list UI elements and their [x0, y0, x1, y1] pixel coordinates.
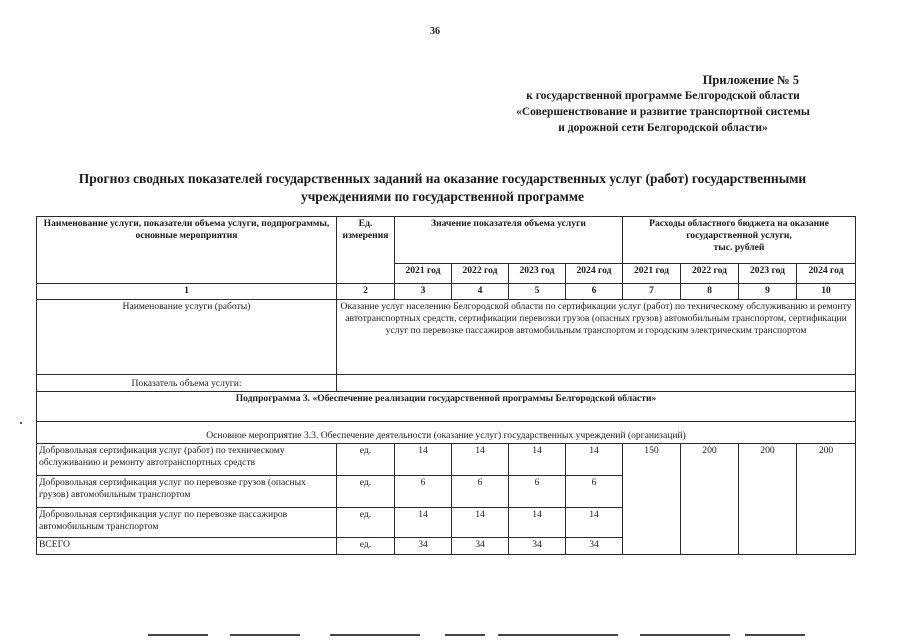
row-value-2022: 34 — [452, 538, 509, 555]
volume-empty-cell — [337, 375, 856, 392]
row-value-2023: 34 — [509, 538, 566, 555]
row-value-2021: 6 — [395, 476, 452, 508]
row-value-2023: 14 — [509, 508, 566, 538]
scan-line — [330, 634, 420, 636]
service-name-label: Наименование услуги (работы) — [37, 300, 337, 375]
row-value-2023: 6 — [509, 476, 566, 508]
row-name: Добровольная сертификация услуг по перевозке грузов (опасных грузов) автомобильным транспортом — [37, 476, 337, 508]
document-title-line-2: учреждениями по государственной программе — [300, 189, 585, 204]
expense-2024: 200 — [797, 444, 856, 555]
header-year: 2022 год — [452, 264, 509, 284]
row-value-2022: 14 — [452, 444, 509, 476]
scan-line — [445, 634, 485, 636]
appendix-line-2: «Совершенствование и развитие транспортной системы — [516, 106, 810, 118]
main-activity-row: Основное мероприятие 3.3. Обеспечение деятельности (оказание услуг) государственных учреждений (организаций) — [37, 422, 856, 444]
column-number: 1 — [37, 284, 337, 300]
row-value-2021: 14 — [395, 508, 452, 538]
row-value-2024: 14 — [566, 508, 623, 538]
appendix-line-1: к государственной программе Белгородской области — [526, 90, 800, 102]
scan-speck — [20, 422, 22, 424]
header-expense-line-1: Расходы областного бюджета на оказание — [649, 218, 829, 229]
expense-2023: 200 — [739, 444, 797, 555]
header-year: 2024 год — [797, 264, 856, 284]
table-row — [37, 444, 856, 476]
scan-line — [745, 634, 805, 636]
row-unit: ед. — [337, 538, 395, 555]
appendix-title: Приложение № 5 — [702, 73, 799, 87]
subprogram-row: Подпрограмма 3. «Обеспечение реализации государственной программы Белгородской области» — [37, 392, 856, 422]
volume-label: Показатель объема услуги: — [37, 375, 337, 392]
column-number: 4 — [452, 284, 509, 300]
row-value-2022: 6 — [452, 476, 509, 508]
row-value-2024: 14 — [566, 444, 623, 476]
column-number: 2 — [337, 284, 395, 300]
row-name: Добровольная сертификация услуг по перевозке пассажиров автомобильным транспортом — [37, 508, 337, 538]
row-value-2021: 34 — [395, 538, 452, 555]
column-number: 9 — [739, 284, 797, 300]
header-values-group: Значение показателя объема услуги — [395, 217, 623, 264]
row-value-2021: 14 — [395, 444, 452, 476]
column-number: 10 — [797, 284, 856, 300]
appendix-line-3: и дорожной сети Белгородской области» — [558, 122, 768, 134]
forecast-table — [36, 216, 856, 555]
header-expense-line-2: государственной услуги, — [686, 230, 792, 241]
header-expense-line-3: тыс. рублей — [713, 242, 765, 253]
header-year: 2023 год — [509, 264, 566, 284]
row-unit: ед. — [337, 444, 395, 476]
header-year: 2023 год — [739, 264, 797, 284]
row-name: ВСЕГО — [37, 538, 337, 555]
header-year: 2021 год — [395, 264, 452, 284]
column-number: 5 — [509, 284, 566, 300]
scan-line — [498, 634, 618, 636]
row-value-2024: 6 — [566, 476, 623, 508]
document-title — [40, 170, 845, 206]
scan-line — [230, 634, 300, 636]
row-unit: ед. — [337, 476, 395, 508]
appendix-block — [483, 72, 843, 136]
column-number: 8 — [681, 284, 739, 300]
header-name-col: Наименование услуги, показатели объема услуги, подпрограммы, основные мероприятия — [37, 217, 337, 284]
scan-line — [640, 634, 730, 636]
row-name: Добровольная сертификация услуг (работ) по техническому обслуживанию и ремонту автотранспортных средств — [37, 444, 337, 476]
expense-2021: 150 — [623, 444, 681, 555]
header-year: 2022 год — [681, 264, 739, 284]
header-expense-group — [623, 217, 856, 264]
column-number: 6 — [566, 284, 623, 300]
row-value-2023: 14 — [509, 444, 566, 476]
service-name-text: Оказание услуг населению Белгородской области по сертификации услуг (работ) по техническому обслуживанию и ремонту автотранспортных средств, сертификации перевозки грузов (опасных грузов) автомобильным транспортом, сертификации услуг по перевозке пассажиров автомобильным транспортом и городским электрическим транспортом — [337, 300, 856, 375]
document-title-line-1: Прогноз сводных показателей государственных заданий на оказание государственных услуг (работ) государственными — [78, 171, 807, 186]
page-number: 36 — [430, 26, 440, 37]
column-number: 7 — [623, 284, 681, 300]
row-value-2024: 34 — [566, 538, 623, 555]
expense-2022: 200 — [681, 444, 739, 555]
row-value-2022: 14 — [452, 508, 509, 538]
header-year: 2021 год — [623, 264, 681, 284]
header-unit-col: Ед. измерения — [337, 217, 395, 284]
row-unit: ед. — [337, 508, 395, 538]
column-number: 3 — [395, 284, 452, 300]
scan-line — [148, 634, 208, 636]
header-year: 2024 год — [566, 264, 623, 284]
